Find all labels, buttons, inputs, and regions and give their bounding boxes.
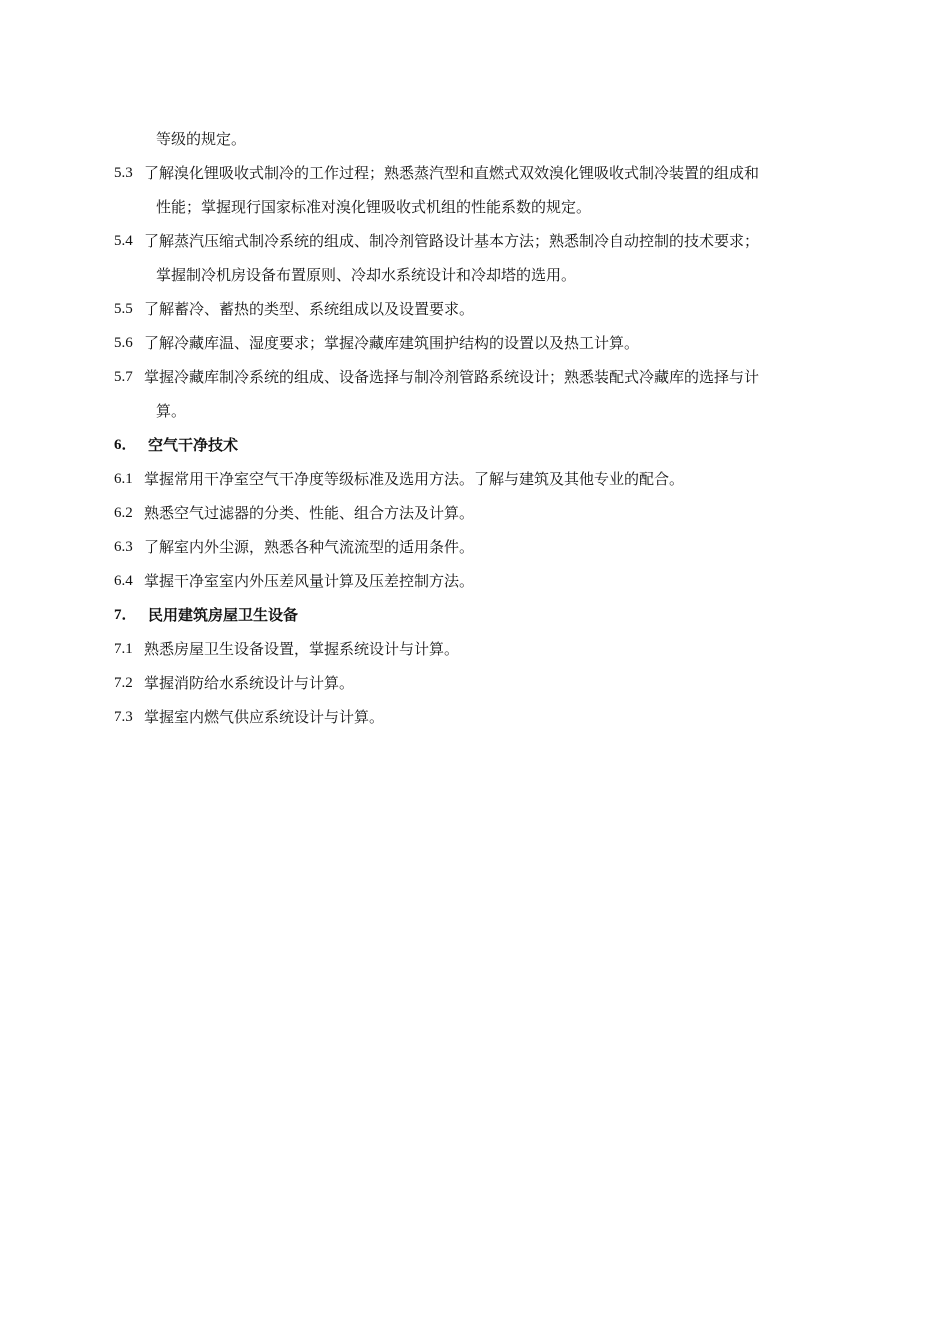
item-number: 5.6 <box>114 335 133 351</box>
item-text <box>144 224 840 292</box>
item-text-line: 掌握制冷机房设备布置原则、冷却水系统设计和冷却塔的选用。 <box>156 266 577 284</box>
section-number: 6． <box>114 437 137 453</box>
item-text <box>144 360 840 428</box>
item-number: 5.5 <box>114 301 133 317</box>
item-text-line: 掌握干净室室内外压差风量计算及压差控制方法。 <box>144 572 475 590</box>
list-item-5-6 <box>114 326 840 360</box>
item-number: 6.4 <box>114 573 133 589</box>
list-item-6-4 <box>114 564 840 598</box>
item-number: 6.1 <box>114 471 133 487</box>
item-text <box>144 462 840 496</box>
item-text-line: 掌握消防给水系统设计与计算。 <box>144 674 355 692</box>
item-text <box>144 326 840 360</box>
list-item-6-1 <box>114 462 840 496</box>
list-item-5-7 <box>114 360 840 428</box>
list-item-7-1 <box>114 632 840 666</box>
list-item-7-3 <box>114 700 840 734</box>
item-number: 6.3 <box>114 539 133 555</box>
item-text-line: 了解蒸汽压缩式制冷系统的组成、制冷剂管路设计基本方法；熟悉制冷自动控制的技术要求； <box>144 232 760 250</box>
section-title: 民用建筑房屋卫生设备 <box>148 606 299 624</box>
item-text-line: 了解蓄冷、蓄热的类型、系统组成以及设置要求。 <box>144 300 475 318</box>
document-body <box>114 122 840 734</box>
list-item-5-5 <box>114 292 840 326</box>
item-number: 7.2 <box>114 675 133 691</box>
item-text <box>144 700 840 734</box>
item-text <box>144 564 840 598</box>
section-heading-7 <box>114 598 840 632</box>
item-text-line: 算。 <box>156 402 187 420</box>
item-text <box>144 156 840 224</box>
item-text-line: 掌握冷藏库制冷系统的组成、设备选择与制冷剂管路系统设计；熟悉装配式冷藏库的选择与计 <box>144 368 760 386</box>
continuation-line: 等级的规定。 <box>156 130 247 148</box>
item-number: 5.3 <box>114 165 133 181</box>
item-text-line: 了解室内外尘源，熟悉各种气流流型的适用条件。 <box>144 538 475 556</box>
item-text-line: 掌握常用干净室空气干净度等级标准及选用方法。了解与建筑及其他专业的配合。 <box>144 470 685 488</box>
item-text-line: 掌握室内燃气供应系统设计与计算。 <box>144 708 385 726</box>
list-item-5-3 <box>114 156 840 224</box>
item-text-line: 了解溴化锂吸收式制冷的工作过程；熟悉蒸汽型和直燃式双效溴化锂吸收式制冷装置的组成和 <box>144 164 760 182</box>
item-text <box>144 292 840 326</box>
item-text-line: 性能；掌握现行国家标准对溴化锂吸收式机组的性能系数的规定。 <box>156 198 592 216</box>
section-number: 7． <box>114 607 137 623</box>
item-number: 5.4 <box>114 233 133 249</box>
item-number: 7.3 <box>114 709 133 725</box>
item-text-line: 熟悉房屋卫生设备设置，掌握系统设计与计算。 <box>144 640 460 658</box>
item-text-line: 熟悉空气过滤器的分类、性能、组合方法及计算。 <box>144 504 475 522</box>
item-number: 6.2 <box>114 505 133 521</box>
list-item-6-2 <box>114 496 840 530</box>
item-text <box>144 666 840 700</box>
list-item-5-4 <box>114 224 840 292</box>
list-item-6-3 <box>114 530 840 564</box>
item-text <box>144 530 840 564</box>
list-item-7-2 <box>114 666 840 700</box>
item-text <box>144 632 840 666</box>
section-title: 空气干净技术 <box>148 436 239 454</box>
item-number: 7.1 <box>114 641 133 657</box>
section-heading-6 <box>114 428 840 462</box>
item-text <box>144 496 840 530</box>
item-text-line: 了解冷藏库温、湿度要求；掌握冷藏库建筑围护结构的设置以及热工计算。 <box>144 334 640 352</box>
item-number: 5.7 <box>114 369 133 385</box>
